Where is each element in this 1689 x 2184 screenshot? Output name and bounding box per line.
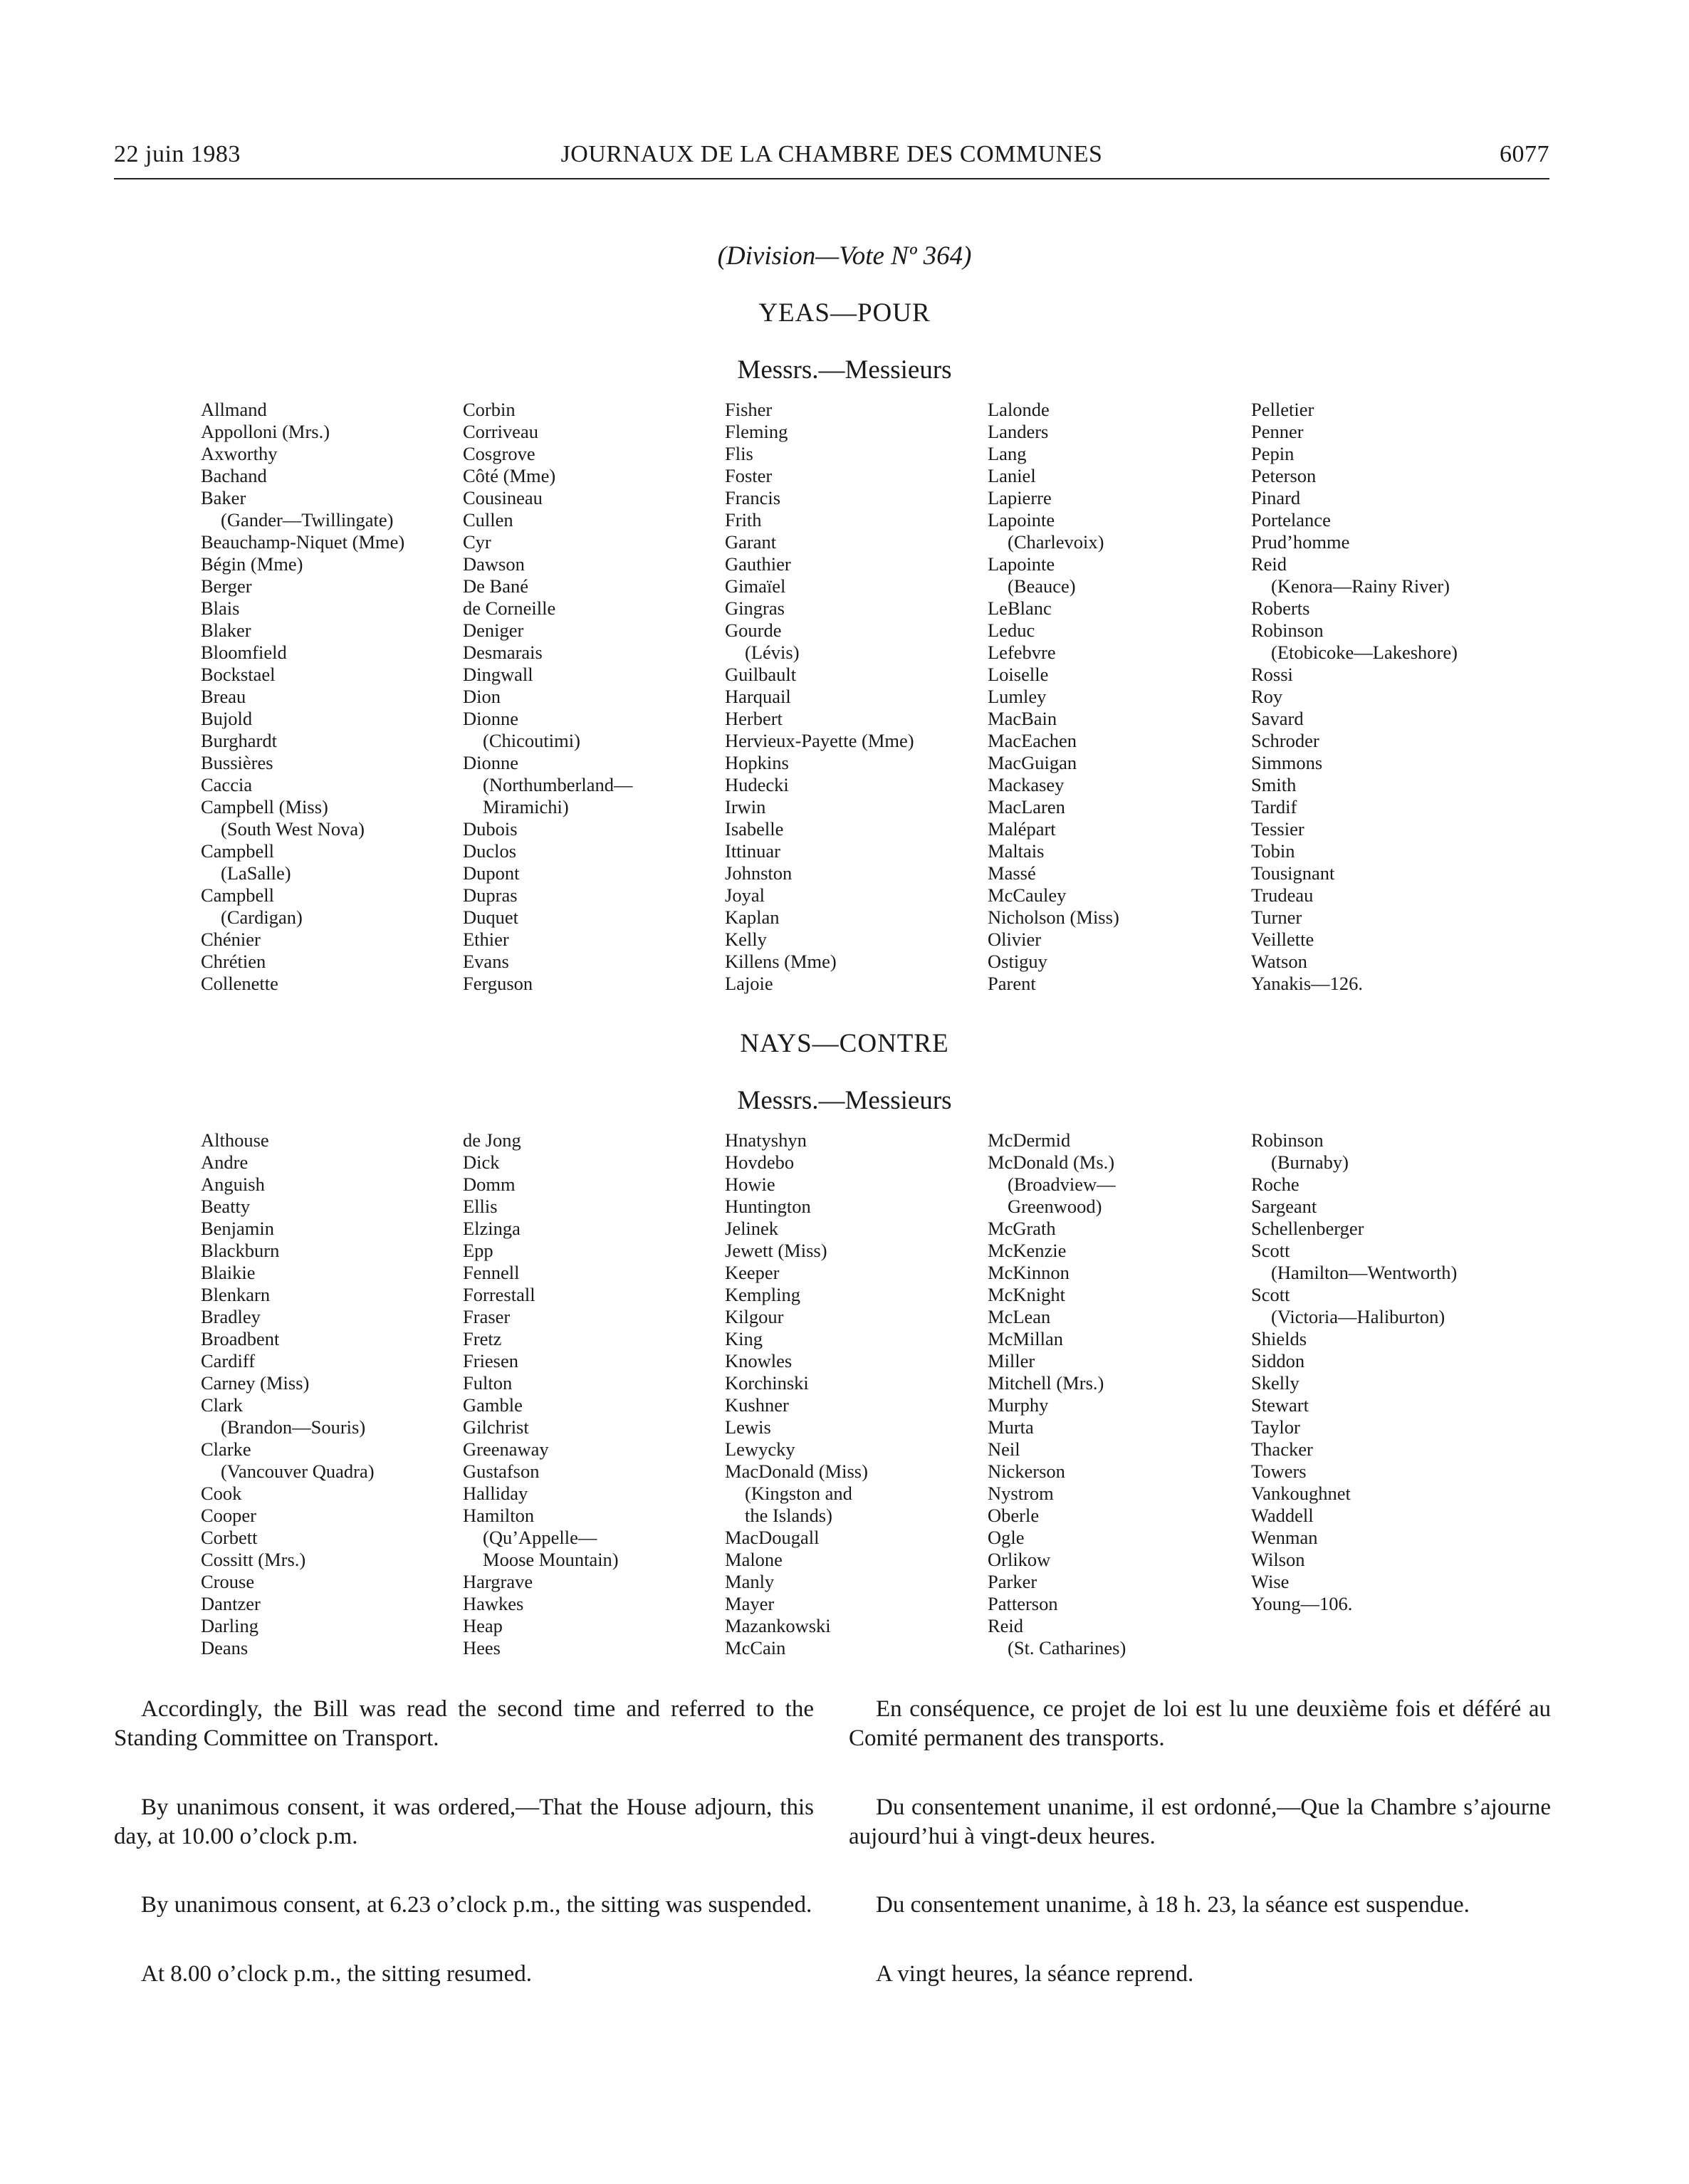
member-name: Chénier <box>201 929 261 950</box>
member-name: Lapointe <box>988 509 1055 531</box>
member-name: Tessier <box>1251 818 1304 840</box>
member-name: Tobin <box>1251 840 1295 862</box>
member-name: Côté (Mme) <box>463 465 556 486</box>
member-name: Garant <box>725 531 777 553</box>
member-name: Berger <box>201 575 252 597</box>
member-name: Manly <box>725 1571 775 1592</box>
paragraph-fr: Du consentement unanime, à 18 h. 23, la séance est suspendue. <box>876 1892 1470 1918</box>
paragraph-fr: Du consentement unanime, il est ordonné,—Que la Chambre s’ajourne aujourd’hui à vingt-deux heures. <box>849 1794 1551 1849</box>
member-name: Andre <box>201 1151 249 1173</box>
page-number: 6077 <box>1500 141 1549 167</box>
member-name: Foster <box>725 465 773 486</box>
member-name: Bujold <box>201 708 253 729</box>
member-name: (Beauce) <box>1008 575 1076 597</box>
member-name: Fulton <box>463 1372 513 1394</box>
member-name: Rossi <box>1251 664 1293 685</box>
yeas-heading: YEAS—POUR <box>758 298 931 328</box>
member-name: Taylor <box>1251 1416 1300 1438</box>
member-name: Parker <box>988 1571 1037 1592</box>
yeas-column <box>1251 399 1458 995</box>
member-name: McLean <box>988 1306 1051 1327</box>
member-name: Kushner <box>725 1394 789 1416</box>
member-name: Korchinski <box>725 1372 809 1394</box>
member-name: Kilgour <box>725 1306 784 1327</box>
member-name: Blackburn <box>201 1240 280 1261</box>
member-name: Francis <box>725 487 781 508</box>
member-name: Lang <box>988 443 1027 464</box>
member-name: Blaker <box>201 620 251 641</box>
member-name: Gingras <box>725 597 785 619</box>
member-name: Campbell <box>201 884 275 906</box>
member-name: Cousineau <box>463 487 543 508</box>
member-name: McKenzie <box>988 1240 1067 1261</box>
member-name: Wenman <box>1251 1527 1318 1548</box>
member-name: Nickerson <box>988 1461 1065 1482</box>
member-name: (Qu’Appelle— <box>483 1527 597 1548</box>
member-name: Penner <box>1251 421 1304 442</box>
member-name: Killens (Mme) <box>725 951 837 972</box>
member-name: Keeper <box>725 1262 780 1283</box>
member-name: Hervieux-Payette (Mme) <box>725 730 914 751</box>
member-name: Scott <box>1251 1240 1290 1261</box>
member-name: Veillette <box>1251 929 1314 950</box>
member-name: Cossitt (Mrs.) <box>201 1549 306 1570</box>
member-name: (Hamilton—Wentworth) <box>1271 1262 1458 1283</box>
member-name: Clark <box>201 1394 243 1416</box>
member-name: Pelletier <box>1251 399 1314 420</box>
member-name: Skelly <box>1251 1372 1300 1394</box>
member-name: Dionne <box>463 708 519 729</box>
nays-column <box>201 1129 375 1659</box>
member-name: Huntington <box>725 1196 811 1217</box>
member-name: Greenaway <box>463 1438 549 1460</box>
member-name: Duclos <box>463 840 517 862</box>
member-name: Dionne <box>463 752 519 773</box>
member-name: Harquail <box>725 686 791 707</box>
member-name: Ellis <box>463 1196 498 1217</box>
member-name: Halliday <box>463 1483 528 1504</box>
member-name: Mazankowski <box>725 1615 831 1636</box>
member-name: Roberts <box>1251 597 1310 619</box>
member-name: Neil <box>988 1438 1020 1460</box>
member-name: Corriveau <box>463 421 538 442</box>
member-name: Murphy <box>988 1394 1049 1416</box>
member-name: Guilbault <box>725 664 797 685</box>
member-name: Landers <box>988 421 1049 442</box>
member-name: Bloomfield <box>201 642 287 663</box>
member-name: Caccia <box>201 774 253 795</box>
member-name: Isabelle <box>725 818 784 840</box>
member-name: Howie <box>725 1174 775 1195</box>
member-name: Beauchamp-Niquet (Mme) <box>201 531 405 553</box>
paragraph-fr: A vingt heures, la séance reprend. <box>876 1961 1194 1987</box>
member-name: (St. Catharines) <box>1008 1637 1126 1658</box>
member-name: Wise <box>1251 1571 1290 1592</box>
member-name: Bussières <box>201 752 273 773</box>
nays-column <box>1251 1129 1457 1615</box>
member-name: Ostiguy <box>988 951 1047 972</box>
member-name: Blaikie <box>201 1262 256 1283</box>
member-name: Robinson <box>1251 1129 1324 1151</box>
member-name: Collenette <box>201 973 278 994</box>
member-name: Lumley <box>988 686 1047 707</box>
paragraph-en: At 8.00 o’clock p.m., the sitting resumed. <box>141 1961 532 1987</box>
member-name: Savard <box>1251 708 1304 729</box>
member-name: Darling <box>201 1615 258 1636</box>
member-name: Vankoughnet <box>1251 1483 1351 1504</box>
member-name: Murta <box>988 1416 1034 1438</box>
member-name: MacGuigan <box>988 752 1077 773</box>
member-name: Miller <box>988 1350 1035 1371</box>
member-name: Young—106. <box>1251 1593 1353 1614</box>
member-name: Malépart <box>988 818 1056 840</box>
member-name: Reid <box>1251 553 1287 575</box>
member-name: (Victoria—Haliburton) <box>1271 1306 1445 1327</box>
member-name: Lewis <box>725 1416 771 1438</box>
member-name: Ferguson <box>463 973 533 994</box>
member-name: Pepin <box>1251 443 1295 464</box>
yeas-column <box>988 399 1119 995</box>
member-name: Siddon <box>1251 1350 1305 1371</box>
member-name: Shields <box>1251 1328 1307 1349</box>
member-name: Jewett (Miss) <box>725 1240 827 1261</box>
member-name: Domm <box>463 1174 516 1195</box>
member-name: Cardiff <box>201 1350 256 1371</box>
member-name: Beatty <box>201 1196 251 1217</box>
member-name: Fisher <box>725 399 773 420</box>
member-name: Broadbent <box>201 1328 280 1349</box>
header-date: 22 juin 1983 <box>114 141 241 167</box>
member-name: Forrestall <box>463 1284 535 1305</box>
member-name: Fleming <box>725 421 788 442</box>
member-name: De Bané <box>463 575 528 597</box>
member-name: Robinson <box>1251 620 1324 641</box>
member-name: Loiselle <box>988 664 1049 685</box>
member-name: McCauley <box>988 884 1067 906</box>
member-name: Hnatyshyn <box>725 1129 807 1151</box>
member-name: Clarke <box>201 1438 251 1460</box>
member-name: Yanakis—126. <box>1251 973 1364 994</box>
member-name: Mayer <box>725 1593 775 1614</box>
member-name: Lajoie <box>725 973 773 994</box>
member-name: MacDonald (Miss) <box>725 1461 868 1482</box>
member-name: Schroder <box>1251 730 1319 751</box>
member-name: Maltais <box>988 840 1045 862</box>
member-name: Cosgrove <box>463 443 535 464</box>
member-name: Duquet <box>463 906 519 928</box>
member-name: Bradley <box>201 1306 261 1327</box>
header-title: JOURNAUX DE LA CHAMBRE DES COMMUNES <box>560 141 1103 167</box>
member-name: Scott <box>1251 1284 1290 1305</box>
member-name: Dingwall <box>463 664 533 685</box>
member-name: Breau <box>201 686 246 707</box>
member-name: Leduc <box>988 620 1035 641</box>
member-name: Heap <box>463 1615 503 1636</box>
member-name: Epp <box>463 1240 493 1261</box>
member-name: (Lévis) <box>745 642 800 663</box>
member-name: Dubois <box>463 818 518 840</box>
member-name: Johnston <box>725 862 793 884</box>
member-name: McGrath <box>988 1218 1056 1239</box>
member-name: Fennell <box>463 1262 520 1283</box>
member-name: MacBain <box>988 708 1057 729</box>
member-name: Dick <box>463 1151 500 1173</box>
member-name: Benjamin <box>201 1218 275 1239</box>
member-name: Prud’homme <box>1251 531 1350 553</box>
member-name: Gauthier <box>725 553 791 575</box>
member-name: Gourde <box>725 620 782 641</box>
member-name: Friesen <box>463 1350 519 1371</box>
member-name: Frith <box>725 509 762 531</box>
member-name: Dupont <box>463 862 520 884</box>
member-name: Baker <box>201 487 246 508</box>
member-name: Trudeau <box>1251 884 1314 906</box>
nays-column <box>463 1129 619 1659</box>
member-name: Dawson <box>463 553 525 575</box>
member-name: Lalonde <box>988 399 1050 420</box>
member-name: Campbell <box>201 840 275 862</box>
member-name: (Kingston and <box>745 1483 852 1504</box>
member-name: Cyr <box>463 531 491 553</box>
member-name: Crouse <box>201 1571 255 1592</box>
member-name: McKinnon <box>988 1262 1070 1283</box>
member-name: Cook <box>201 1483 242 1504</box>
member-name: Gamble <box>463 1394 523 1416</box>
member-name: de Corneille <box>463 597 556 619</box>
member-name: Axworthy <box>201 443 278 464</box>
member-name: MacLaren <box>988 796 1065 817</box>
member-name: Hopkins <box>725 752 789 773</box>
member-name: (Broadview— <box>1008 1174 1116 1195</box>
paragraph-en: Accordingly, the Bill was read the second time and referred to the Standing Committee on Transport. <box>114 1696 814 1751</box>
member-name: LeBlanc <box>988 597 1052 619</box>
member-name: (Chicoutimi) <box>483 730 580 751</box>
member-name: Pinard <box>1251 487 1301 508</box>
member-name: Orlikow <box>988 1549 1051 1570</box>
member-name: Hovdebo <box>725 1151 795 1173</box>
member-name: Nystrom <box>988 1483 1054 1504</box>
member-name: (Cardigan) <box>221 906 303 928</box>
member-name: McKnight <box>988 1284 1065 1305</box>
member-name: Campbell (Miss) <box>201 796 328 817</box>
member-name: (Brandon—Souris) <box>221 1416 366 1438</box>
member-name: MacEachen <box>988 730 1077 751</box>
member-name: Carney (Miss) <box>201 1372 310 1394</box>
member-name: Jelinek <box>725 1218 779 1239</box>
nays-messrs-heading: Messrs.—Messieurs <box>737 1086 952 1115</box>
member-name: Cullen <box>463 509 513 531</box>
member-name: Schellenberger <box>1251 1218 1364 1239</box>
member-name: Simmons <box>1251 752 1323 773</box>
member-name: Lefebvre <box>988 642 1056 663</box>
yeas-column <box>201 399 404 995</box>
member-name: (Vancouver Quadra) <box>221 1461 375 1482</box>
yeas-column <box>463 399 632 995</box>
nays-heading: NAYS—CONTRE <box>740 1029 949 1058</box>
division-heading: (Division—Vote Nº 364) <box>717 241 972 271</box>
member-name: McDermid <box>988 1129 1071 1151</box>
member-name: Burghardt <box>201 730 277 751</box>
member-name: Cooper <box>201 1505 257 1526</box>
member-name: Hees <box>463 1637 501 1658</box>
member-name: Blais <box>201 597 240 619</box>
member-name: Appolloni (Mrs.) <box>201 421 330 442</box>
member-name: Miramichi) <box>483 796 569 817</box>
member-name: Portelance <box>1251 509 1331 531</box>
member-name: Lewycky <box>725 1438 795 1460</box>
member-name: MacDougall <box>725 1527 820 1548</box>
member-name: Blenkarn <box>201 1284 271 1305</box>
member-name: (South West Nova) <box>221 818 365 840</box>
member-name: Lapointe <box>988 553 1055 575</box>
member-name: Sargeant <box>1251 1196 1317 1217</box>
member-name: Gilchrist <box>463 1416 529 1438</box>
member-name: Massé <box>988 862 1036 884</box>
member-name: Olivier <box>988 929 1042 950</box>
yeas-column <box>725 399 914 995</box>
member-name: Mitchell (Mrs.) <box>988 1372 1104 1394</box>
member-name: Fraser <box>463 1306 511 1327</box>
member-name: Patterson <box>988 1593 1058 1614</box>
member-name: Moose Mountain) <box>483 1549 619 1570</box>
member-name: Flis <box>725 443 753 464</box>
member-name: (Burnaby) <box>1271 1151 1349 1173</box>
member-name: Herbert <box>725 708 783 729</box>
paragraph-en: By unanimous consent, it was ordered,—That the House adjourn, this day, at 10.00 o’clock p.m. <box>114 1794 814 1849</box>
member-name: Fretz <box>463 1328 502 1349</box>
member-name: McMillan <box>988 1328 1063 1349</box>
member-name: the Islands) <box>745 1505 832 1526</box>
member-name: (Kenora—Rainy River) <box>1271 575 1450 597</box>
member-name: Malone <box>725 1549 783 1570</box>
member-name: Knowles <box>725 1350 793 1371</box>
member-name: Hamilton <box>463 1505 535 1526</box>
member-name: Kaplan <box>725 906 780 928</box>
member-name: Greenwood) <box>1008 1196 1102 1217</box>
member-name: Anguish <box>201 1174 265 1195</box>
member-name: Deniger <box>463 620 524 641</box>
member-name: King <box>725 1328 763 1349</box>
member-name: Hargrave <box>463 1571 533 1592</box>
member-name: Laniel <box>988 465 1036 486</box>
member-name: Waddell <box>1251 1505 1314 1526</box>
member-name: Gustafson <box>463 1461 540 1482</box>
member-name: Chrétien <box>201 951 266 972</box>
member-name: (Charlevoix) <box>1008 531 1104 553</box>
paragraph-en: By unanimous consent, at 6.23 o’clock p.m., the sitting was suspended. <box>141 1892 812 1918</box>
member-name: Reid <box>988 1615 1024 1636</box>
member-name: Gimaïel <box>725 575 786 597</box>
member-name: Hudecki <box>725 774 789 795</box>
member-name: Ittinuar <box>725 840 780 862</box>
member-name: Bockstael <box>201 664 276 685</box>
member-name: Joyal <box>725 884 765 906</box>
member-name: Roche <box>1251 1174 1300 1195</box>
member-name: Kempling <box>725 1284 800 1305</box>
member-name: Corbett <box>201 1527 258 1548</box>
member-name: Bégin (Mme) <box>201 553 303 575</box>
page-header <box>114 141 1549 179</box>
member-name: Peterson <box>1251 465 1317 486</box>
member-name: Dantzer <box>201 1593 261 1614</box>
nays-column <box>725 1129 868 1659</box>
member-name: Towers <box>1251 1461 1307 1482</box>
member-name: Stewart <box>1251 1394 1309 1416</box>
member-name: Allmand <box>201 399 267 420</box>
member-name: de Jong <box>463 1129 521 1151</box>
member-name: Ethier <box>463 929 509 950</box>
member-name: Deans <box>201 1637 249 1658</box>
member-name: Smith <box>1251 774 1297 795</box>
member-name: Turner <box>1251 906 1302 928</box>
nays-column <box>988 1129 1126 1659</box>
member-name: McCain <box>725 1637 786 1658</box>
member-name: Roy <box>1251 686 1283 707</box>
member-name: Desmarais <box>463 642 543 663</box>
yeas-messrs-heading: Messrs.—Messieurs <box>737 355 952 385</box>
member-name: Elzinga <box>463 1218 521 1239</box>
member-name: Tousignant <box>1251 862 1335 884</box>
member-name: Dion <box>463 686 501 707</box>
member-name: Dupras <box>463 884 518 906</box>
member-name: Irwin <box>725 796 766 817</box>
member-name: McDonald (Ms.) <box>988 1151 1115 1173</box>
member-name: Evans <box>463 951 509 972</box>
member-name: Ogle <box>988 1527 1025 1548</box>
member-name: Watson <box>1251 951 1307 972</box>
member-name: Nicholson (Miss) <box>988 906 1119 928</box>
member-name: Thacker <box>1251 1438 1313 1460</box>
member-name: (Northumberland— <box>483 774 633 795</box>
member-name: Parent <box>988 973 1036 994</box>
member-name: Althouse <box>201 1129 269 1151</box>
paragraph-fr: En conséquence, ce projet de loi est lu une deuxième fois et déféré au Comité permanent des transports. <box>849 1696 1551 1751</box>
member-name: Oberle <box>988 1505 1040 1526</box>
member-name: Bachand <box>201 465 267 486</box>
member-name: Corbin <box>463 399 516 420</box>
member-name: (Gander—Twillingate) <box>221 509 394 531</box>
member-name: Kelly <box>725 929 767 950</box>
member-name: (LaSalle) <box>221 862 291 884</box>
member-name: Wilson <box>1251 1549 1305 1570</box>
member-name: (Etobicoke—Lakeshore) <box>1271 642 1458 663</box>
member-name: Tardif <box>1251 796 1297 817</box>
member-name: Mackasey <box>988 774 1065 795</box>
member-name: Lapierre <box>988 487 1052 508</box>
member-name: Hawkes <box>463 1593 524 1614</box>
